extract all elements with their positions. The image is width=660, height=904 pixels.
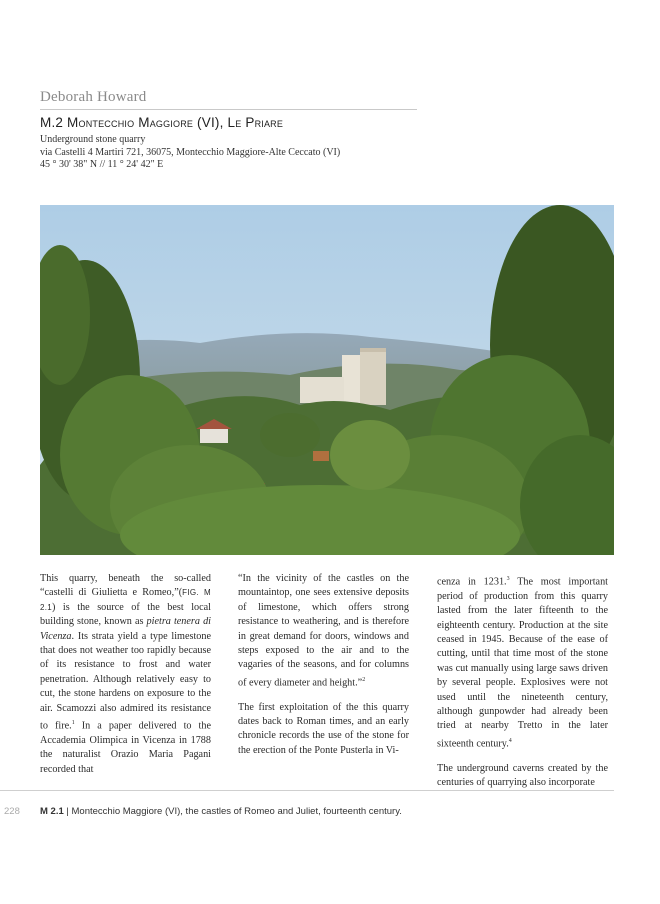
text-run: This quarry, beneath the so-called “castelli di Giulietta e Romeo,”( bbox=[40, 573, 211, 599]
caption-label: M 2.1 bbox=[40, 806, 64, 817]
site-coordinates: 45 ° 30' 38" N // 11 ° 24' 42" E bbox=[40, 159, 164, 170]
paragraph: The first exploitation of the this quarry dates back to Roman times, and an early chronicle records the use of the stone for the erection of the Ponte Pusterla in Vi- bbox=[238, 701, 409, 756]
paragraph: The underground caverns created by the centuries of quarrying also incorporate bbox=[437, 762, 608, 789]
landscape-photo-icon bbox=[40, 205, 614, 555]
paragraph bbox=[40, 572, 211, 777]
footnote-marker[interactable]: 4 bbox=[508, 737, 512, 744]
caption-separator: | bbox=[63, 806, 72, 817]
footnote-marker[interactable]: 2 bbox=[362, 676, 366, 683]
footnote-marker[interactable]: 1 bbox=[71, 720, 75, 727]
text-run: In a paper delivered to the Accademia Olimpica in Vicenza in 1788 the naturalist Orazio Maria Pagani recorded that bbox=[40, 720, 212, 775]
author-name: Deborah Howard bbox=[40, 89, 147, 105]
text-column-1 bbox=[40, 572, 211, 777]
text-run: ) is the source of the best local building stone, known as bbox=[40, 601, 211, 628]
text-column-3 bbox=[437, 572, 608, 790]
footnote-marker[interactable]: 3 bbox=[506, 576, 510, 582]
quotation bbox=[238, 572, 409, 691]
figure-caption bbox=[40, 806, 402, 817]
site-type: Underground stone quarry bbox=[40, 134, 146, 145]
caption-text: Montecchio Maggiore (VI), the castles of Romeo and Juliet, fourteenth century. bbox=[71, 806, 402, 817]
landscape-photo bbox=[40, 205, 614, 555]
page-number: 228 bbox=[4, 806, 20, 817]
site-address: via Castelli 4 Martiri 721, 36075, Montecchio Maggiore-Alte Ceccato (VI) bbox=[40, 146, 341, 158]
footer-divider bbox=[0, 790, 614, 791]
site-info bbox=[40, 134, 340, 172]
text-run: . Its strata yield a type limestone that does not weather too rapidly because of its resistance to frost and water penetration. Although relatively easy to cut, the stone hardens on exposure to the air. Scamozzi also admired its resistance to fire. bbox=[40, 630, 211, 732]
italic-term: pietra tenera di Vicenza bbox=[40, 616, 211, 642]
text-run: The most important period of production from this quarry lasted from the later fifteenth to the eighteenth century. Production at the site ceased in 1945. Because of the ease of cutting, until that time most of the stone was cut manually using large saws driven by several people. Explosives were not used until the nineteenth century, although gunpowder had already been tried at nearby Tretto in the later sixteenth century. bbox=[437, 576, 609, 750]
header-divider bbox=[40, 109, 417, 110]
text-column-2 bbox=[238, 572, 409, 758]
section-title: M.2 Montecchio Maggiore (VI), Le Priare bbox=[40, 115, 284, 130]
figure-reference[interactable]: FIG. M 2.1 bbox=[40, 588, 211, 612]
text-run: “In the vicinity of the castles on the mountaintop, one sees extensive deposits of limestone, which offers strong resistance to weathering, and is therefore in great demand for doors, windows and steps exposed to the air and to the vagaries of the seasons, and for columns of every diameter and height.” bbox=[238, 573, 409, 689]
paragraph bbox=[437, 572, 608, 752]
text-run: cenza in 1231. bbox=[437, 576, 507, 588]
